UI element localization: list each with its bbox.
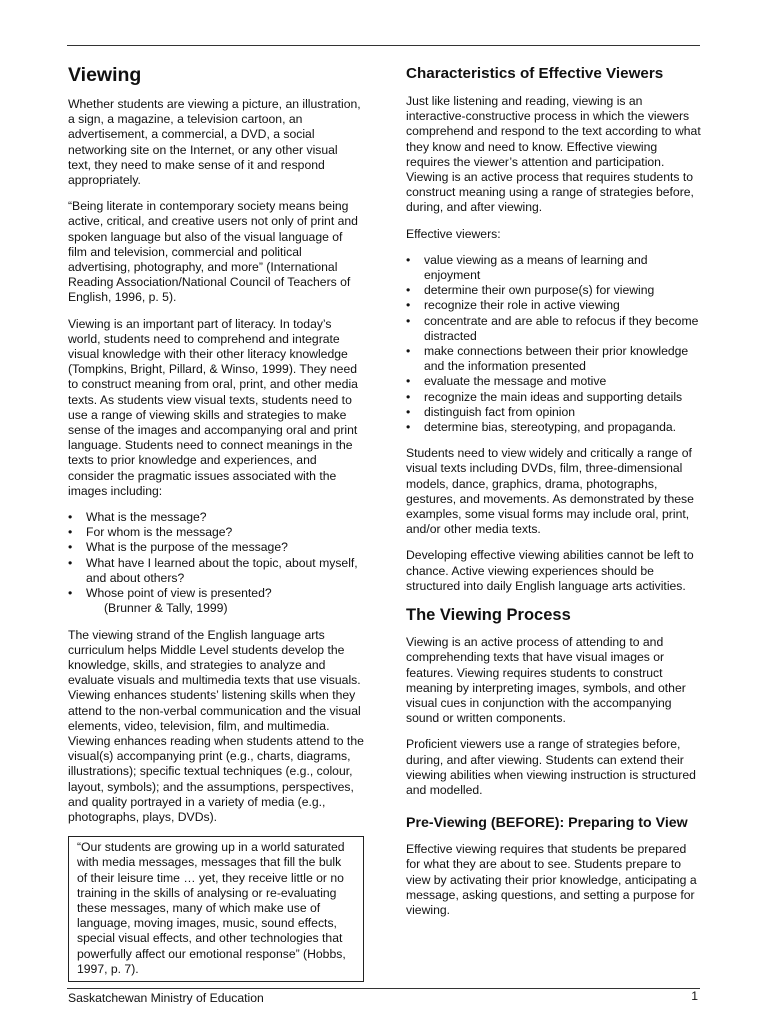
list-item: • determine their own purpose(s) for viewing: [406, 283, 702, 298]
effective-viewers-label: Effective viewers:: [406, 226, 501, 241]
pragmatic-questions-list: [68, 510, 364, 616]
list-item: [68, 586, 364, 616]
section-heading-pre-viewing: Pre-Viewing (BEFORE): Preparing to View: [406, 815, 688, 832]
characteristics-intro: Just like listening and reading, viewing is an interactive-constructive process in which the viewers comprehend and respond to the text according to what they know and need to know. Effective viewing requires the viewer’s attention and participation. Viewing is an active process that requires students to construct meaning using a range of strategies before, during, and after viewing.: [406, 94, 701, 215]
list-item: • What is the purpose of the message?: [68, 540, 364, 555]
list-item: • value viewing as a means of learning and enjoyment: [406, 253, 702, 283]
pre-viewing-paragraph: Effective viewing requires that students be prepared for what they are about to see. Students prepare to view by activating their prior knowledge, anticipating a message, asking questions, and setting a purpose for viewing.: [406, 842, 697, 917]
page-number: 1: [691, 989, 698, 1003]
page-title: Viewing: [68, 64, 142, 86]
effective-viewers-list: [406, 253, 702, 435]
developing-abilities-paragraph: Developing effective viewing abilities cannot be left to chance. Active viewing experiences should be structured into daily English language arts activities.: [406, 548, 694, 593]
view-widely-paragraph: Students need to view widely and critically a range of visual texts including DVDs, film, three-dimensional models, dance, graphics, drama, photographs, gestures, and movements. As demonstrated by these examples, some visual forms may include oral, print, and/or other media texts.: [406, 446, 694, 537]
left-column: [68, 60, 364, 982]
section-heading-viewing-process: The Viewing Process: [406, 606, 571, 625]
hobbs-quote-box: “Our students are growing up in a world saturated with media messages, messages that fill the bulk of their leisure time … yet, they receive little or no training in the skills of analysing or re-evaluating these messages, many of which make use of language, moving images, music, sound effects, special visual effects, and other technologies that powerfully affect our emotional response” (Hobbs, 1997, p. 7).: [68, 836, 364, 982]
list-item: • evaluate the message and motive: [406, 374, 702, 389]
footer-rule: [67, 988, 700, 989]
list-item: • What is the message?: [68, 510, 364, 525]
list-item: • concentrate and are able to refocus if they become distracted: [406, 314, 702, 344]
footer-publisher: Saskatchewan Ministry of Education: [68, 991, 264, 1005]
list-item: • For whom is the message?: [68, 525, 364, 540]
curriculum-paragraph: The viewing strand of the English language arts curriculum helps Middle Level students develop the knowledge, skills, and strategies to analyze and evaluate visuals and multimedia texts that use visuals. Viewing enhances students’ listening skills when they attend to the non-verbal communication and the visual elements, video, television, film, and multimedia. Viewing enhances reading when students attend to the visual(s) accompanying print (e.g., charts, diagrams, illustrations); specific textual techniques (e.g., colour, layout, symbols); and the assumptions, perspectives, and quality portrayed in a variety of media (e.g., photographs, plays, DVDs).: [68, 627, 364, 824]
intro-paragraph: Whether students are viewing a picture, an illustration, a sign, a magazine, a television cartoon, an advertisement, a commercial, a DVD, a social networking site on the Internet, or any other visual text, they need to make sense of it and respond appropriately.: [68, 97, 361, 188]
header-rule: [67, 45, 700, 46]
list-item-text: Whose point of view is presented?: [86, 586, 272, 601]
list-item: • determine bias, stereotyping, and propaganda.: [406, 420, 702, 435]
questions-citation: (Brunner & Tally, 1999): [104, 601, 228, 616]
literacy-quote-paragraph: “Being literate in contemporary society means being active, critical, and creative users not only of print and spoken language but also of the visual language of film and television, commercial and political advertising, photography, and more” (International Reading Association/National Council of Teachers of English, 1996, p. 5).: [68, 199, 358, 305]
proficient-viewers-paragraph: Proficient viewers use a range of strategies before, during, and after viewing. Students can extend their viewing abilities when viewing instruction is structured and modelled.: [406, 737, 696, 797]
list-item: • make connections between their prior knowledge and the information presented: [406, 344, 702, 374]
right-column: [406, 60, 702, 929]
section-heading-characteristics: Characteristics of Effective Viewers: [406, 65, 664, 82]
viewing-process-paragraph: Viewing is an active process of attending to and comprehending texts that have visual images or features. Viewing requires students to construct meaning by interpreting images, symbols, and other visual cues in conjunction with the accompanying sound or written components.: [406, 635, 686, 726]
list-item: • recognize their role in active viewing: [406, 298, 702, 313]
list-item: • recognize the main ideas and supporting details: [406, 390, 702, 405]
list-item: • distinguish fact from opinion: [406, 405, 702, 420]
list-item: • What have I learned about the topic, about myself, and about others?: [68, 556, 364, 586]
importance-paragraph: Viewing is an important part of literacy. In today’s world, students need to comprehend and integrate visual knowledge with their other literacy knowledge (Tompkins, Bright, Pillard, & Winso, 1999). They need to construct meaning from oral, print, and other media texts. As students view visual texts, students need to use a range of viewing skills and strategies to make sense of the images and accompanying oral and print language. Students need to connect meanings in the texts to prior knowledge and experiences, and consider the pragmatic issues associated with the images including:: [68, 316, 358, 498]
